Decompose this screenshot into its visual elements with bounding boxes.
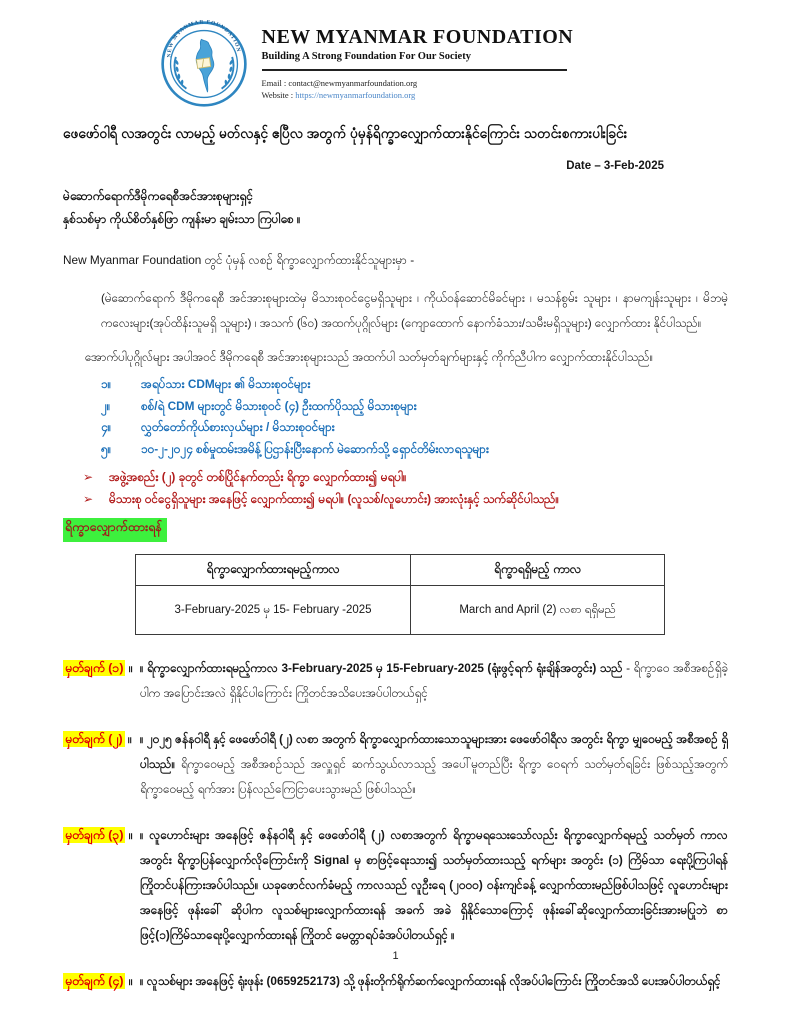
note-body-bold: ။ ရိက္ခာလျှောက်ထားရမည့်ကာလ 3-February-2025 မှ 15-February-2025 (ရုံးဖွင့်ရက် ရုံးချိန်အတွင်း) သည် bbox=[140, 661, 623, 675]
criteria-intro: အောက်ပါပုဂ္ဂိုလ်များ အပါအဝင် ဒီမိုကရေစီ အင်အားစုများသည် အထက်ပါ သတ်မှတ်ချက်များနှင့် ကိုက်ညီပါက လျှောက်ထားနိုင်ပါသည်။ bbox=[85, 350, 654, 364]
eligible-paragraph: (မဲဆောက်ရောက် ဒီမိုကရေစီ အင်အားစုများထဲမှ မိသားစုဝင်ငွေမရှိသူများ ၊ ကိုယ်ဝန်ဆောင်မိခင်များ ၊ မသန်စွမ်း သူများ ၊ နာမကျန်းသူများ ၊ မိဘမဲ့ကလေးများ(အုပ်ထိန်းသူမရှိ သူများ) ၊ အသက် (၆၀) အထက်ပုဂ္ဂိုလ်များ (ကျောထောက် နောက်ခံသား/သမီးမရှိသူများ) လျှောက်ထား နိုင်ပါသည်။ bbox=[101, 291, 728, 330]
header-divider bbox=[262, 69, 567, 71]
note-4 bbox=[63, 969, 728, 994]
email-value: contact@newmyanmarfoundation.org bbox=[288, 78, 418, 88]
table-header-apply-period: ရိက္ခာလျှောက်ထားရမည့်ကာလ bbox=[136, 555, 411, 586]
note-body-bold: ။ လူဟောင်းများ အနေဖြင့် ဇန်နဝါရီ နှင့် ဖေဖော်ဝါရီ (၂) လစာအတွက် ရိက္ခာမရသေးသော်လည်း ရိက္ခာလျှောက်ရမည့် သတ်မှတ် ကာလအတွင်း ရိက္ခာပြန်လျှောက်လိုကြောင်းကို Signal မှ စာဖြင့်ရေးသား၍ သတ်မှတ်ထားသည့် ရက်များ အတွင်း (၁) ကြိမ်သာ ရေးပို့ကြပါရန် ကြိုတင်ပန်ကြားအပ်ပါသည်။ ယခုဖောင်လက်ခံမည့် ကာလသည် လူဦးရေ (၂၀၀၀) ဝန်းကျင်ခန့် လျှောက်ထားမည်ဖြစ်ပါသဖြင့် လူဟောင်းများအနေဖြင့် ဖုန်းခေါ် ဆိုပါက လူသစ်များလျှောက်ထားရန် အခက် အခဲ ရှိနိုင်သောကြောင့် ဖုန်းခေါ်ဆိုလျှောက်ထားခြင်းအားမပြုဘဲ စာဖြင့်(၁)ကြိမ်သာရေးပို့လျှောက်ထားရန် ကြိုတင် မေတ္တာရပ်ခံအပ်ပါတယ်ရှင့် ။ bbox=[140, 828, 728, 942]
note-body bbox=[140, 656, 728, 706]
note-label-highlight: မှတ်ချက် (၂) bbox=[65, 732, 123, 746]
list-item-number: ၄။ bbox=[101, 420, 112, 434]
email-label: Email : bbox=[261, 78, 289, 88]
arrow-bullet-icon: ➢ bbox=[83, 470, 94, 484]
note-label bbox=[63, 727, 140, 802]
note-label bbox=[63, 969, 140, 994]
note-2 bbox=[63, 727, 728, 802]
document-date: Date – 3-Feb-2025 bbox=[566, 160, 664, 172]
eligible-groups-list bbox=[101, 374, 728, 460]
note-label-highlight: မှတ်ချက် (၄) bbox=[65, 974, 124, 988]
warning-item bbox=[83, 490, 728, 509]
note-separator: ။ bbox=[128, 828, 133, 842]
table-cell-apply-period: 3-February-2025 မှ 15- February -2025 bbox=[136, 586, 411, 635]
note-label-highlight: မှတ်ချက် (၃) bbox=[65, 828, 124, 842]
logo-arc-text: NEW MYANMAR FOUNDATION bbox=[165, 20, 241, 58]
note-label-highlight: မှတ်ချက် (၁) bbox=[65, 661, 124, 675]
section-label-apply: ရိက္ခာလျှောက်ထားရန် bbox=[63, 518, 167, 542]
greeting-line-1: မဲဆောက်ရောက်ဒီမိုကရေစီအင်အားစုများရှင့် bbox=[63, 189, 253, 203]
arrow-bullet-icon: ➢ bbox=[83, 492, 94, 506]
website-line bbox=[262, 89, 592, 101]
note-label bbox=[63, 823, 140, 948]
list-item bbox=[101, 374, 728, 396]
list-item bbox=[101, 396, 728, 418]
note-body bbox=[140, 969, 728, 994]
note-separator: ။ bbox=[128, 974, 133, 988]
note-body bbox=[140, 823, 728, 948]
note-separator: ။ bbox=[127, 732, 132, 746]
note-1 bbox=[63, 656, 728, 706]
list-item bbox=[101, 417, 728, 439]
warning-text: မိသားစု ဝင်ငွေရှိသူများ အနေဖြင့် လျှောက်ထား၍ မရပါ။ (လူသစ်/လူဟောင်း) အားလုံးနှင့် သက်ဆိုင်ပါသည်။ bbox=[109, 492, 560, 506]
org-tagline: Building A Strong Foundation For Our Society bbox=[261, 51, 471, 62]
table-cell-receive-period: March and April (2) လစာ ရရှိမည် bbox=[411, 586, 665, 635]
note-body bbox=[140, 727, 728, 802]
list-item-text: အရပ်သား CDMများ ၏ မိသားစုဝင်များ bbox=[141, 377, 311, 391]
table-row bbox=[136, 586, 665, 635]
org-name: NEW MYANMAR FOUNDATION bbox=[261, 26, 574, 48]
list-item-number: ၁။ bbox=[101, 377, 112, 391]
greeting-line-2: နှစ်သစ်မှာ ကိုယ်စိတ်နှစ်ဖြာ ကျန်းမာ ချမ်းသာ ကြပါစေ ။ bbox=[63, 212, 301, 226]
note-body-rest: ရိက္ခာဝေမည့် အစီအစဉ်သည် အလှူရှင် ဆက်သွယ်လာသည့် အပေါ်မူတည်ပြီး ရိက္ခာ ဝေရက် သတ်မှတ်ရခြင်း ဖြစ်သည့်အတွက် ရိက္ခာဝေမည့် ရက်အား ပြန်လည်ကြေငြာပေးသွားမည် ဖြစ်ပါသည်။ bbox=[140, 757, 728, 796]
list-item-text: လွှတ်တော်ကိုယ်စားလှယ်များ / မိသားစုဝင်များ bbox=[141, 420, 335, 434]
warning-text: အဖွဲ့အစည်း (၂) ခုတွင် တစ်ပြိုင်နက်တည်း ရိက္ခာ လျှောက်ထား၍ မရပါ။ bbox=[109, 470, 407, 484]
note-separator: ။ bbox=[128, 661, 133, 675]
document-title: ဖေဖော်ဝါရီ လအတွင်း လာမည့် မတ်လနှင့် ဧပြီလ အတွက် ပုံမှန်ရိက္ခာလျှောက်ထားနိုင်ကြောင်း သတင်းစကားပါးခြင်း bbox=[63, 126, 628, 141]
list-item-number: ၂။ bbox=[101, 398, 111, 413]
list-item-text: စစ်/ရဲ CDM များတွင် မိသားစုဝင် (၄) ဦးထက်ပိုသည့် မိသားစုများ bbox=[141, 398, 417, 413]
note-body-bold: ။ လူသစ်များ အနေဖြင့် ရုံးဖုန်း (0659252173) သို့ ဖုန်းတိုက်ရိုက်ဆက်လျှောက်ထားရန် လိုအပ်ပါကြောင်း ကြိုတင်အသိ ပေးအပ်ပါတယ်ရှင့် bbox=[140, 974, 721, 988]
list-item bbox=[101, 439, 728, 461]
email-line bbox=[262, 77, 592, 89]
note-body-bold: ။ ၂၀၂၅ ဇန်နဝါရီ နှင့် ဖေဖော်ဝါရီ (၂) လစာ အတွက် ရိက္ခာလျှောက်ထားသောသူများအား ဖေဖော်ဝါရီလ အတွင်း ရိက္ခာ မျှဝေမည့် အစီအစဉ် ရှိပါသည်။ bbox=[140, 732, 728, 771]
table-header-row bbox=[136, 555, 665, 586]
warning-item bbox=[83, 468, 728, 487]
note-body-rest: - ရိက္ခာဝေ အစီအစဉ်ရှိခဲ့ပါက အပြောင်းအလဲ ရှိနိုင်ပါကြောင်း ကြိုတင်အသိပေးအပ်ပါတယ်ရှင့် bbox=[140, 661, 728, 700]
page-number: 1 bbox=[392, 950, 399, 962]
foundation-logo-icon bbox=[160, 20, 248, 108]
note-label bbox=[63, 656, 140, 706]
list-item-text: ၁၀-၂-၂၀၂၄ စစ်မှုထမ်းအမိန့် ပြဌာန်းပြီးနောက် မဲဆောက်သို့ ရှောင်တိမ်းလာရသူများ bbox=[141, 441, 489, 456]
list-item-number: ၅။ bbox=[101, 441, 112, 456]
intro-line: New Myanmar Foundation တွင် ပုံမှန် လစဉ် ရိက္ခာလျှောက်ထားနိုင်သူများမှာ - bbox=[63, 253, 415, 267]
warning-list bbox=[83, 468, 728, 509]
website-label: Website : bbox=[261, 90, 296, 100]
letterhead bbox=[23, 0, 728, 108]
table-header-receive-period: ရိက္ခာရရှိမည့် ကာလ bbox=[411, 555, 665, 586]
schedule-table bbox=[135, 554, 665, 635]
note-3 bbox=[63, 823, 728, 948]
website-link[interactable]: https://newmyanmarfoundation.org bbox=[295, 90, 416, 100]
